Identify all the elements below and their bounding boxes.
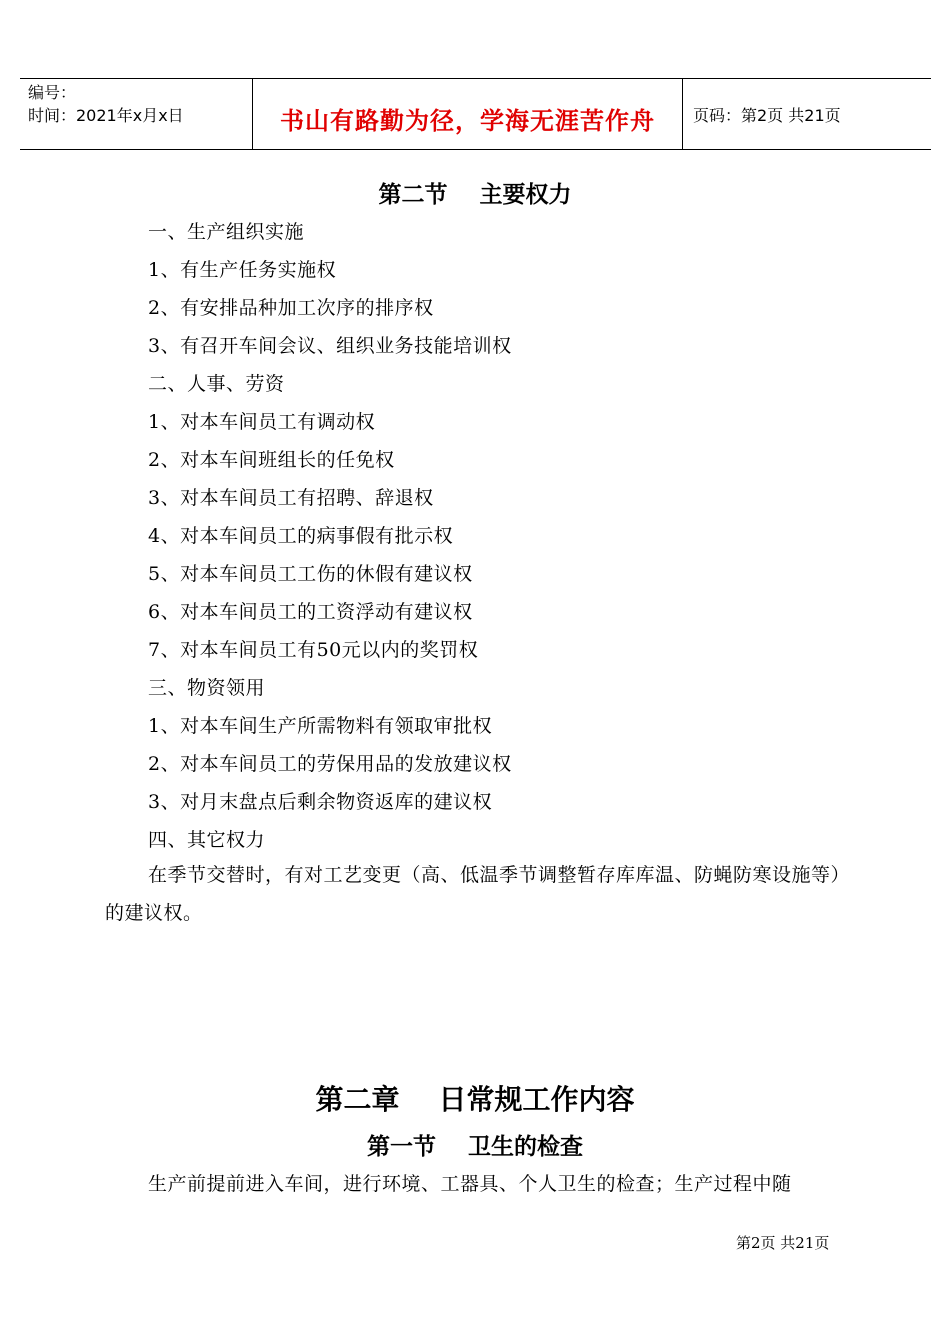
list-item: 6、对本车间员工的工资浮动有建议权 bbox=[148, 601, 473, 623]
page-label: 页码：第2页 共21页 bbox=[693, 106, 841, 125]
section-title: 第二节 主要权力 bbox=[378, 182, 572, 208]
list-item: 4、对本车间员工的病事假有批示权 bbox=[148, 525, 454, 547]
list-item: 三、物资领用 bbox=[148, 677, 266, 699]
list-item: 2、对本车间员工的劳保用品的发放建议权 bbox=[148, 753, 512, 775]
document-header bbox=[20, 78, 931, 150]
list-item: 二、人事、劳资 bbox=[148, 373, 285, 395]
list-item: 2、对本车间班组长的任免权 bbox=[148, 449, 395, 471]
list-item: 一、生产组织实施 bbox=[148, 221, 305, 243]
list-item: 2、有安排品种加工次序的排序权 bbox=[148, 297, 434, 319]
list-item: 1、对本车间员工有调动权 bbox=[148, 411, 376, 433]
chapter-title: 第二章 日常规工作内容 bbox=[315, 1083, 635, 1116]
serial-number-label: 编号： bbox=[28, 83, 77, 102]
list-item: 3、有召开车间会议、组织业务技能培训权 bbox=[148, 335, 512, 357]
time-label: 时间：2021年x月x日 bbox=[28, 106, 184, 125]
header-left-cell bbox=[20, 79, 253, 149]
seasonal-rights-paragraph: 在季节交替时，有对工艺变更（高、低温季节调整暂存库库温、防蝇防寒设施等）的建议权。 bbox=[105, 864, 851, 924]
subsection-title: 第一节 卫生的检查 bbox=[366, 1134, 584, 1160]
list-item: 7、对本车间员工有50元以内的奖罚权 bbox=[148, 639, 479, 661]
list-item: 5、对本车间员工工伤的休假有建议权 bbox=[148, 563, 473, 585]
list-item: 1、有生产任务实施权 bbox=[148, 259, 337, 281]
list-item: 四、其它权力 bbox=[148, 829, 266, 851]
page-footer: 第2页 共21页 bbox=[736, 1234, 830, 1252]
list-item: 3、对月末盘点后剩余物资返库的建议权 bbox=[148, 791, 493, 813]
hygiene-paragraph: 生产前提前进入车间，进行环境、工器具、个人卫生的检查；生产过程中随 bbox=[148, 1173, 792, 1195]
header-motto-cell bbox=[253, 79, 683, 149]
motto: 书山有路勤为径，学海无涯苦作舟 bbox=[280, 107, 655, 135]
list-item: 1、对本车间生产所需物料有领取审批权 bbox=[148, 715, 493, 737]
header-right-cell bbox=[683, 79, 931, 149]
list-item: 3、对本车间员工有招聘、辞退权 bbox=[148, 487, 434, 509]
